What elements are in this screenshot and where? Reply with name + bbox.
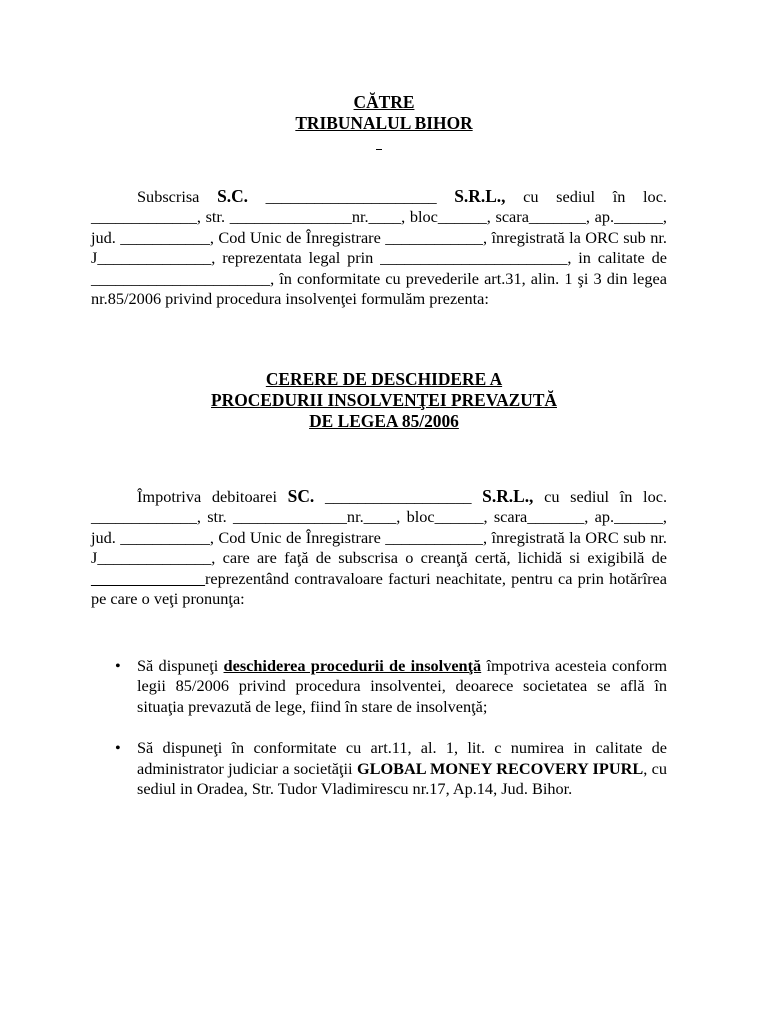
request-list [91, 656, 667, 799]
intro-text-start: Subscrisa [137, 187, 218, 206]
body-text-end: reprezentând contravaloare facturi neachitate, pentru ca prin hotărîrea pe care o veţi pronunţa: [91, 568, 667, 609]
item2-company-name: GLOBAL MONEY RECOVERY IPURL [356, 758, 644, 778]
item1-text-start: Să dispuneţi [137, 656, 224, 675]
body-text-start: Împotriva debitoarei [137, 487, 288, 506]
item2-text-start: Să dispuneţi în conformitate cu art.11, al. 1, lit. c numirea in calitate de administrator judiciar a societăţii [137, 738, 667, 778]
separator-dash [376, 149, 382, 150]
bullet-icon: • [115, 738, 121, 758]
body-sc: SC. [287, 486, 315, 506]
title-line-2: PROCEDURII INSOLVENŢEI PREVAZUTĂ [211, 390, 557, 410]
bullet-icon: • [115, 656, 121, 675]
heading-tribunal: TRIBUNALUL BIHOR [295, 113, 473, 133]
intro-srl: S.R.L., [454, 186, 506, 206]
item1-emphasis: deschiderea procedurii de insolvenţă [223, 656, 482, 675]
body-amount-blank: ______________ [91, 568, 205, 588]
body-name-blank: __________________ [314, 487, 483, 506]
item1-text-rest: împotriva acesteia conform legii 85/2006 privind procedura insolventei, deoarece societatea se află în situaţia prevazută de lege, fiind în stare de insolvenţă; [137, 656, 667, 716]
intro-text-rest: cu sediul în loc. _____________, str. _______________nr.____, bloc______, scara_______, ap.______, jud. ___________, Cod Unic de Înregistrare ____________, înregistrată la ORC sub nr. J______________, reprezentata legal prin _______________________, in calitate de ______________________, în conformitate cu prevederile art.31, alin. 1 şi 3 din legea nr.85/2006 privind procedura insolvenţei formulăm prezenta: [91, 187, 667, 309]
item2-text-rest: , cu sediul in Oradea, Str. Tudor Vladimirescu nr.17, Ap.14, Jud. Bihor. [137, 758, 667, 799]
list-item [91, 738, 667, 799]
title-line-3: DE LEGEA 85/2006 [309, 411, 459, 431]
body-srl: S.R.L., [482, 486, 534, 506]
addressee-heading [0, 92, 768, 134]
document-title [0, 369, 768, 432]
body-text-middle: cu sediul în loc. _____________, str. ______________nr.____, bloc______, scara_______, ap.______, jud. ___________, Cod Unic de Înregistrare ____________, înregistrată la ORC sub nr. J______________, care are faţă de subscrisa o creanţă certă, lichidă si exigibilă de [91, 487, 668, 568]
list-item [91, 656, 667, 717]
intro-paragraph [91, 186, 667, 309]
intro-sc: S.C. [217, 186, 248, 206]
heading-catre: CĂTRE [353, 92, 415, 112]
body-paragraph [91, 486, 667, 609]
title-line-1: CERERE DE DESCHIDERE A [265, 369, 503, 389]
intro-name-blank: _____________________ [248, 187, 455, 206]
